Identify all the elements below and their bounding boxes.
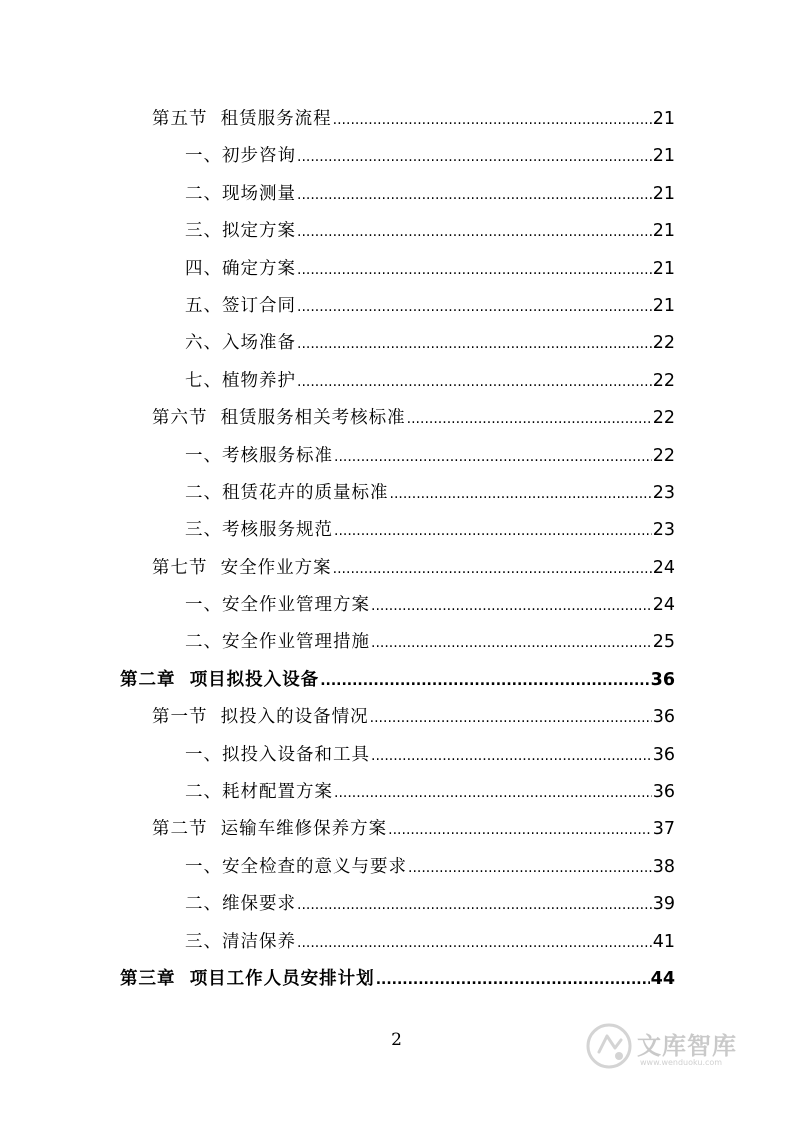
toc-entry-title: 安全作业管理方案	[222, 595, 370, 616]
toc-entry[interactable]	[0, 662, 793, 699]
toc-entry[interactable]	[0, 213, 793, 250]
toc-entry-number: 四、	[185, 258, 222, 279]
toc-dot-leader	[297, 887, 652, 924]
watermark-logo-icon	[585, 1022, 633, 1070]
toc-entry[interactable]	[0, 363, 793, 400]
watermark	[585, 1020, 755, 1080]
toc-entry-number: 第七节	[152, 557, 221, 578]
toc-dot-leader	[334, 513, 652, 550]
page-number: 2	[391, 1030, 402, 1050]
toc-entry-number: 二、	[185, 632, 222, 653]
toc-entry-title: 拟定方案	[222, 221, 296, 242]
toc-entry-page: 22	[652, 408, 675, 429]
toc-entry-title: 运输车维修保养方案	[220, 819, 388, 840]
toc-entry[interactable]	[0, 101, 793, 138]
toc-entry-page: 21	[652, 258, 675, 279]
toc-dot-leader	[297, 925, 652, 962]
toc-entry[interactable]	[0, 811, 793, 848]
toc-entry[interactable]	[0, 176, 793, 213]
toc-entry-number: 二、	[185, 183, 222, 204]
toc-entry-title: 租赁服务流程	[220, 109, 332, 129]
toc-entry-page: 23	[652, 482, 675, 503]
toc-entry-page: 36	[650, 669, 675, 690]
toc-dot-leader	[334, 775, 652, 812]
toc-entry-title: 维保要求	[222, 894, 296, 915]
toc-entry-title: 拟投入设备和工具	[222, 744, 370, 765]
toc-entry[interactable]	[0, 512, 793, 549]
toc-entry[interactable]	[0, 288, 793, 325]
toc-entry-page: 36	[652, 744, 675, 765]
toc-entry-page: 21	[652, 109, 675, 129]
toc-entry-title: 植物养护	[222, 370, 296, 391]
toc-dot-leader	[320, 663, 649, 700]
toc-entry[interactable]	[0, 475, 793, 512]
toc-entry-title: 初步咨询	[222, 146, 296, 167]
toc-entry-page: 22	[652, 333, 675, 354]
toc-entry-title: 耗材配置方案	[222, 782, 333, 803]
toc-entry-number: 一、	[185, 856, 222, 877]
toc-dot-leader	[370, 700, 652, 737]
toc-entry[interactable]	[0, 699, 793, 736]
toc-entry[interactable]	[0, 737, 793, 774]
toc-entry[interactable]	[0, 550, 793, 587]
toc-entry-number: 第一节	[152, 707, 221, 728]
toc-entry-number: 二、	[185, 782, 222, 803]
watermark-text: 文库智库	[637, 1032, 737, 1060]
toc-entry[interactable]	[0, 849, 793, 886]
toc-entry-title: 租赁服务相关考核标准	[220, 408, 406, 429]
toc-entry-title: 拟投入的设备情况	[220, 707, 369, 728]
toc-entry[interactable]	[0, 438, 793, 475]
toc-entry-title: 确定方案	[222, 258, 296, 279]
toc-entry[interactable]	[0, 774, 793, 811]
toc-entry-title: 安全作业方案	[220, 557, 332, 578]
toc-entry-page: 21	[652, 295, 675, 316]
toc-entry-title: 安全检查的意义与要求	[222, 856, 407, 877]
toc-entry-number: 三、	[185, 931, 222, 952]
toc-entry[interactable]	[0, 325, 793, 362]
toc-entry[interactable]	[0, 138, 793, 175]
toc-entry-page: 36	[652, 782, 675, 803]
toc-dot-leader	[297, 177, 652, 214]
toc-dot-leader	[407, 401, 652, 438]
toc-entry-number: 七、	[185, 370, 222, 391]
toc-dot-leader	[388, 812, 652, 849]
toc-entry-number: 第三章	[120, 968, 190, 989]
toc-dot-leader	[376, 962, 650, 999]
toc-entry-title: 项目拟投入设备	[189, 669, 320, 690]
toc-entry-number: 第二章	[120, 669, 190, 690]
toc-entry-title: 安全作业管理措施	[222, 632, 370, 653]
toc-entry-title: 入场准备	[222, 333, 296, 354]
toc-entry-title: 现场测量	[222, 183, 296, 204]
toc-entry-page: 36	[652, 707, 675, 728]
toc-entry-page: 44	[650, 968, 675, 989]
toc-entry-page: 23	[652, 520, 675, 541]
toc-entry[interactable]	[0, 961, 793, 998]
toc-dot-leader	[371, 738, 652, 775]
toc-entry-number: 第六节	[152, 408, 221, 429]
toc-entry-number: 一、	[185, 744, 222, 765]
toc-entry-page: 41	[652, 931, 675, 952]
toc-entry-number: 二、	[185, 482, 222, 503]
toc-entry[interactable]	[0, 251, 793, 288]
toc-entry[interactable]	[0, 587, 793, 624]
toc-entry-number: 一、	[185, 445, 222, 466]
toc-entry-page: 37	[652, 819, 675, 840]
toc-entry-title: 考核服务标准	[222, 445, 333, 466]
watermark-url: www.wenduoku.com	[640, 1058, 723, 1067]
toc-entry-number: 二、	[185, 894, 222, 915]
toc-dot-leader	[297, 326, 652, 363]
toc-dot-leader	[333, 102, 652, 139]
toc-entry-page: 21	[652, 221, 675, 242]
toc-dot-leader	[297, 364, 652, 401]
toc-entry-page: 24	[652, 557, 675, 578]
toc-entry-number: 三、	[185, 221, 222, 242]
toc-entry-title: 考核服务规范	[222, 520, 333, 541]
toc-entry-number: 五、	[185, 295, 222, 316]
toc-entry-number: 六、	[185, 333, 222, 354]
toc-entry-title: 项目工作人员安排计划	[189, 968, 375, 989]
toc-entry-title: 租赁花卉的质量标准	[222, 482, 389, 503]
toc-entry-number: 一、	[185, 146, 222, 167]
toc-dot-leader	[333, 551, 652, 588]
toc-dot-leader	[297, 139, 652, 176]
toc-entry-number: 第五节	[152, 109, 221, 129]
toc-entry-page: 38	[652, 856, 675, 877]
toc-entry-page: 21	[652, 183, 675, 204]
toc-entry[interactable]	[0, 400, 793, 437]
toc-entry-number: 一、	[185, 595, 222, 616]
toc-dot-leader	[297, 289, 652, 326]
table-of-contents	[0, 101, 793, 998]
toc-entry[interactable]	[0, 924, 793, 961]
toc-dot-leader	[297, 252, 652, 289]
toc-dot-leader	[297, 214, 652, 251]
toc-dot-leader	[371, 625, 652, 662]
toc-dot-leader	[390, 476, 652, 513]
toc-entry-number: 第二节	[152, 819, 221, 840]
toc-entry-number: 三、	[185, 520, 222, 541]
toc-entry-page: 24	[652, 595, 675, 616]
toc-dot-leader	[408, 850, 652, 887]
toc-entry-page: 21	[652, 146, 675, 167]
toc-entry-page: 39	[652, 894, 675, 915]
toc-entry[interactable]	[0, 886, 793, 923]
toc-dot-leader	[334, 439, 652, 476]
toc-entry-title: 签订合同	[222, 295, 296, 316]
toc-dot-leader	[371, 588, 652, 625]
toc-entry-page: 25	[652, 632, 675, 653]
toc-entry-page: 22	[652, 445, 675, 466]
toc-entry[interactable]	[0, 624, 793, 661]
toc-entry-page: 22	[652, 370, 675, 391]
toc-entry-title: 清洁保养	[222, 931, 296, 952]
